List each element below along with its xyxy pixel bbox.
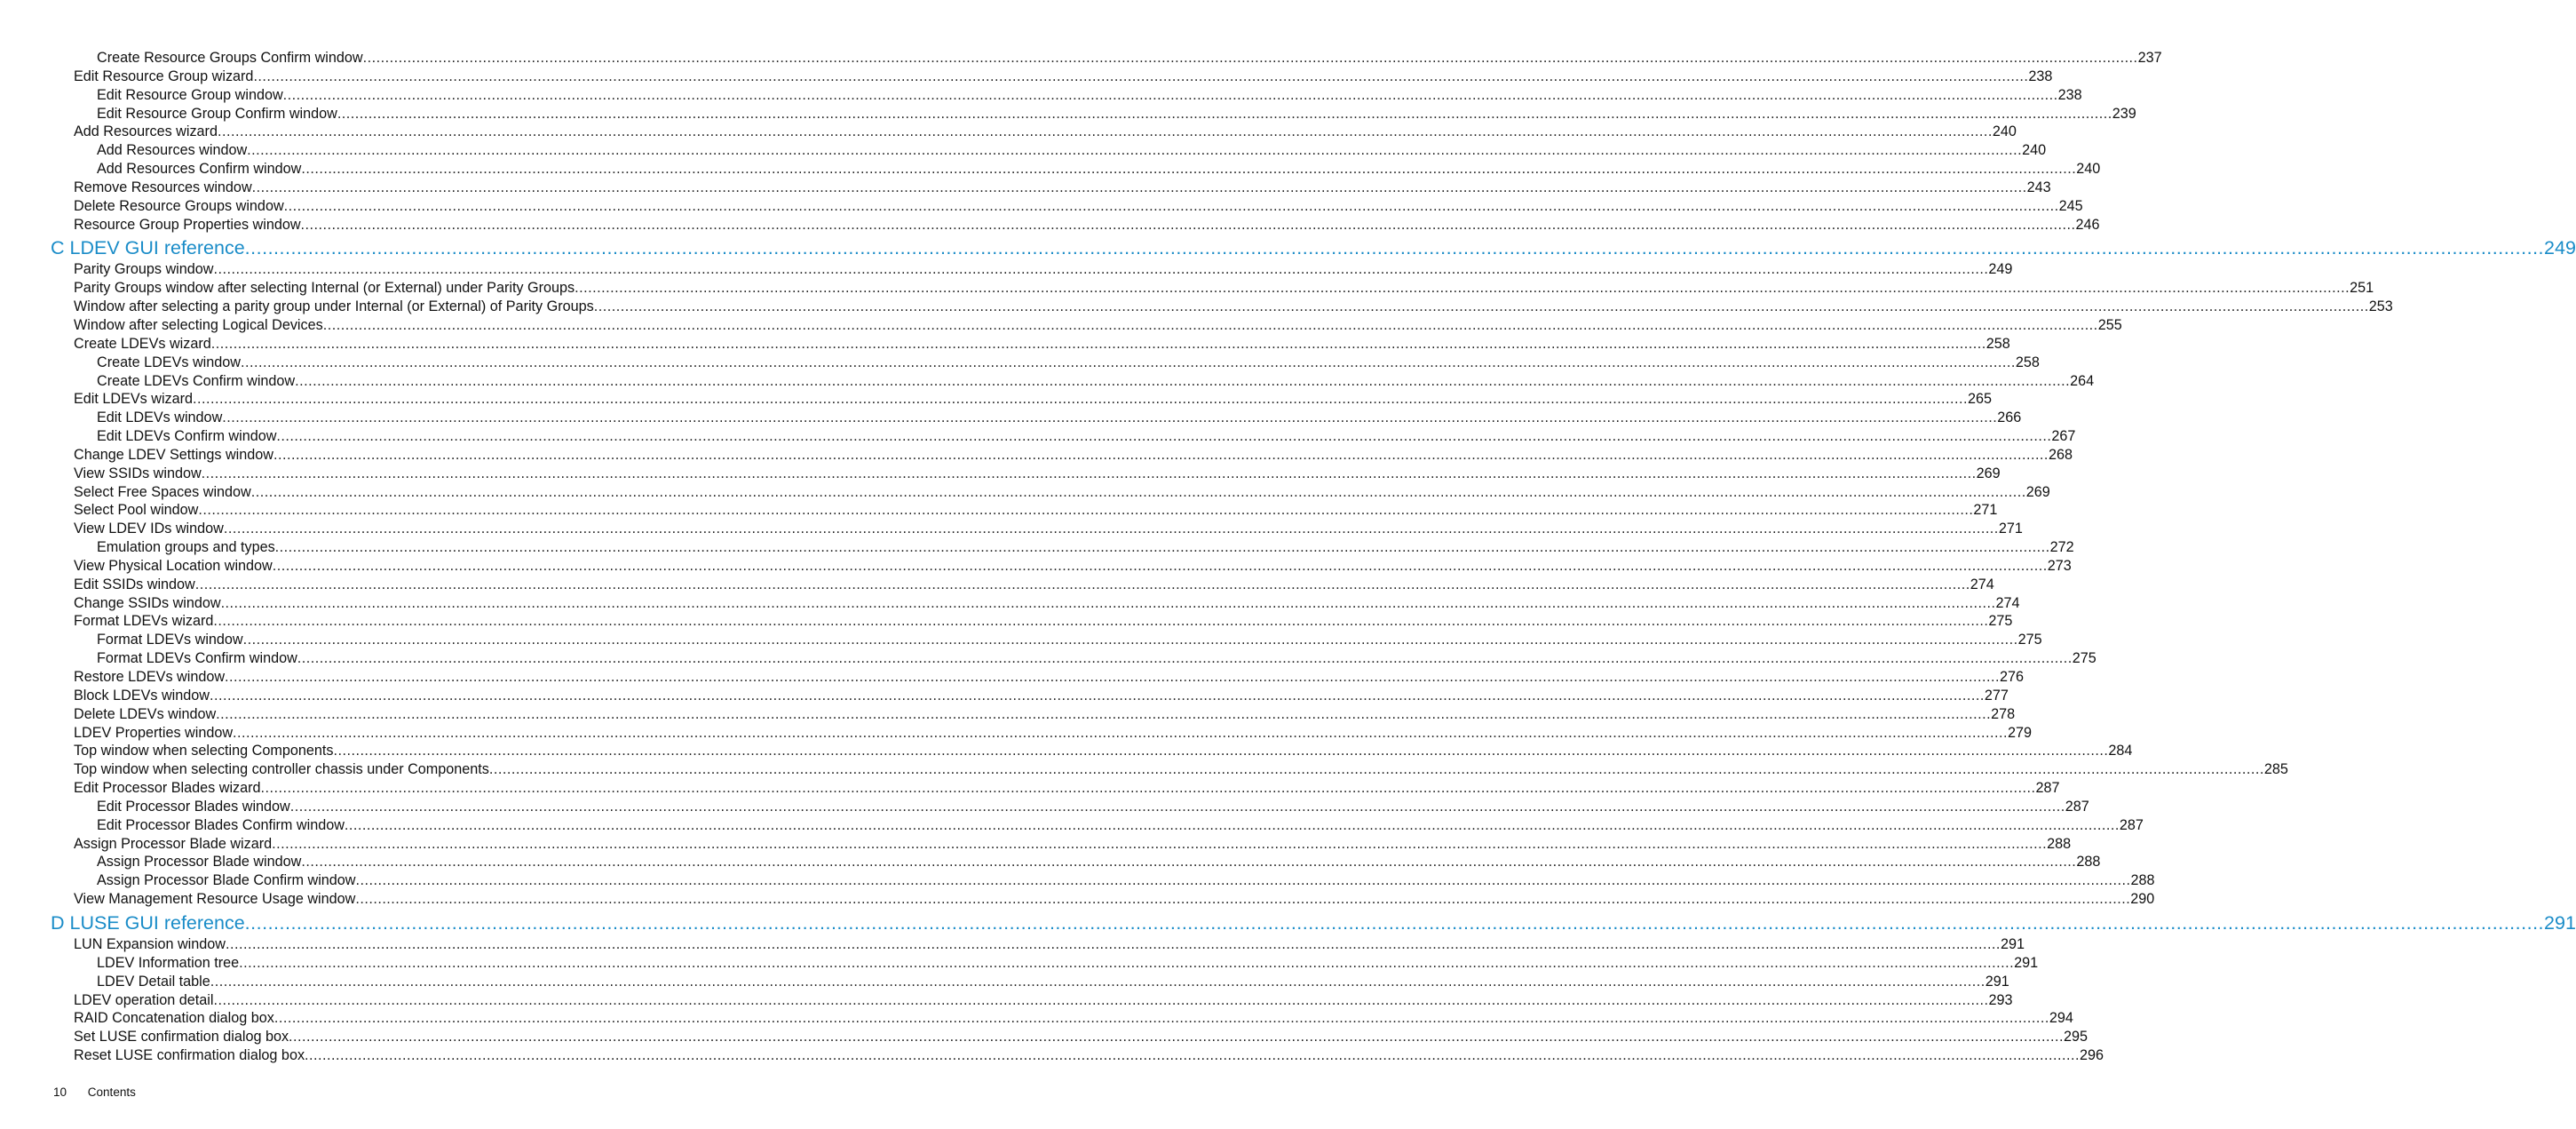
toc-entry-title: Assign Processor Blade wizard <box>74 835 273 852</box>
dot-leader: ................................................................................................................................................................................................................................................................................................................................................................................................................ <box>300 216 2076 233</box>
toc-entry-title: Restore LDEVs window <box>74 669 226 685</box>
toc-entry-title: View LDEV IDs window <box>74 521 224 537</box>
dot-leader: ................................................................................................................................................................................................................................................................................................................................................................................................................ <box>575 280 2350 297</box>
toc-entry-title: Change LDEV Settings window <box>74 446 273 463</box>
toc-entry-link[interactable] <box>74 687 2009 705</box>
dot-leader: ................................................................................................................................................................................................................................................................................................................................................................................................................ <box>362 50 2138 66</box>
toc-entry-title: View SSIDs window <box>74 465 202 481</box>
toc-entry-title: LUN Expansion window <box>74 935 226 952</box>
toc-entry-link[interactable] <box>97 649 2096 668</box>
toc-entry-page-number: 246 <box>2075 216 2100 233</box>
toc-entry-page-number: 288 <box>2130 872 2155 889</box>
dot-leader: ................................................................................................................................................................................................................................................................................................................................................................................................................ <box>355 872 2131 889</box>
dot-leader: ................................................................................................................................................................................................................................................................................................................................................................................................................ <box>251 179 2027 195</box>
toc-entry-page-number: 240 <box>2076 161 2101 178</box>
dot-leader: ................................................................................................................................................................................................................................................................................................................................................................................................................ <box>240 354 2016 370</box>
toc-entry-link[interactable] <box>74 935 2025 954</box>
toc-entry-link[interactable] <box>74 197 2083 216</box>
dot-leader: ................................................................................................................................................................................................................................................................................................................................................................................................................ <box>276 428 2052 445</box>
dot-leader: ................................................................................................................................................................................................................................................................................................................................................................................................................ <box>274 539 2050 556</box>
toc-entry-link[interactable] <box>74 1009 2073 1028</box>
toc-entry-link[interactable] <box>97 372 2095 391</box>
toc-entry-title: Remove Resources window <box>74 179 252 195</box>
dot-leader: ................................................................................................................................................................................................................................................................................................................................................................................................................ <box>273 446 2049 463</box>
toc-entry-title: C LDEV GUI reference <box>51 237 245 259</box>
dot-leader: ................................................................................................................................................................................................................................................................................................................................................................................................................ <box>273 1010 2049 1027</box>
toc-entry-link[interactable] <box>97 354 2040 372</box>
toc-entry-page-number: 296 <box>2080 1047 2104 1064</box>
dot-leader: ................................................................................................................................................................................................................................................................................................................................................................................................................ <box>272 835 2048 852</box>
toc-entry-page-number: 285 <box>2263 761 2288 778</box>
toc-entry-link[interactable] <box>74 1028 2089 1046</box>
dot-leader: ................................................................................................................................................................................................................................................................................................................................................................................................................ <box>297 650 2073 667</box>
toc-entry-page-number: 271 <box>1998 521 2023 537</box>
toc-entry-title: Edit Resource Group window <box>97 86 283 103</box>
toc-entry-title: LDEV Information tree <box>97 954 240 971</box>
dot-leader: ................................................................................................................................................................................................................................................................................................................................................................................................................ <box>225 935 2001 952</box>
toc-entry-page-number: 243 <box>2026 179 2051 195</box>
dot-leader: ................................................................................................................................................................................................................................................................................................................................................................................................................ <box>305 1047 2081 1064</box>
toc-entry-title: Edit LDEVs wizard <box>74 391 194 408</box>
toc-entry-link[interactable] <box>74 724 2033 743</box>
dot-leader: ................................................................................................................................................................................................................................................................................................................................................................................................................ <box>283 197 2059 214</box>
toc-entry-link[interactable] <box>97 49 2162 68</box>
toc-entry-page-number: 265 <box>1968 391 1993 408</box>
toc-entry-title: Window after selecting Logical Devices <box>74 316 323 333</box>
toc-entry-link[interactable] <box>74 335 2010 354</box>
toc-entry-page-number: 291 <box>2544 911 2576 934</box>
dot-leader: ................................................................................................................................................................................................................................................................................................................................................................................................................ <box>210 973 1986 990</box>
toc-entry-link[interactable] <box>74 298 2393 316</box>
toc-entry-link[interactable] <box>74 465 2001 483</box>
toc-entry-title: Select Pool window <box>74 502 199 519</box>
toc-entry-link[interactable] <box>74 779 2060 798</box>
toc-entry-title: View Management Resource Usage window <box>74 891 356 908</box>
toc-entry-link[interactable] <box>97 427 2076 446</box>
toc-entry-page-number: 295 <box>2064 1029 2089 1046</box>
toc-entry-title: Top window when selecting controller chassis under Components <box>74 761 489 778</box>
toc-entry-link[interactable] <box>74 835 2072 854</box>
chapter-heading-link[interactable] <box>51 910 2576 936</box>
toc-entry-page-number: 258 <box>2015 354 2040 370</box>
toc-entry-page-number: 264 <box>2070 372 2095 389</box>
dot-leader: ................................................................................................................................................................................................................................................................................................................................................................................................................ <box>217 123 1993 140</box>
table-of-contents <box>0 49 2576 1065</box>
toc-entry-page-number: 291 <box>1985 973 2009 990</box>
toc-entry-title: Add Resources wizard <box>74 123 218 140</box>
dot-leader: ................................................................................................................................................................................................................................................................................................................................................................................................................ <box>193 391 1969 408</box>
toc-entry-link[interactable] <box>74 742 2133 760</box>
dot-leader: ................................................................................................................................................................................................................................................................................................................................................................................................................ <box>198 502 1974 519</box>
toc-entry-link[interactable] <box>74 1046 2104 1065</box>
toc-entry-title: Assign Processor Blade window <box>97 854 302 871</box>
toc-entry-page-number: 275 <box>1988 613 2013 630</box>
toc-entry-page-number: 293 <box>1988 991 2013 1008</box>
toc-entry-page-number: 288 <box>2076 854 2101 871</box>
toc-entry-page-number: 251 <box>2350 280 2374 297</box>
toc-entry-page-number: 249 <box>2544 237 2576 259</box>
toc-entry-title: Parity Groups window after selecting Internal (or External) under Parity Groups <box>74 280 575 297</box>
footer-section-title: Contents <box>87 1085 136 1099</box>
toc-entry-page-number: 284 <box>2108 743 2133 759</box>
toc-entry-link[interactable] <box>74 760 2288 779</box>
dot-leader: ................................................................................................................................................................................................................................................................................................................................................................................................................ <box>239 954 2015 971</box>
dot-leader: ................................................................................................................................................................................................................................................................................................................................................................................................................ <box>225 669 2001 685</box>
toc-entry-title: LDEV Properties window <box>74 724 234 741</box>
toc-entry-page-number: 275 <box>2072 650 2096 667</box>
toc-entry-page-number: 278 <box>1991 705 2016 722</box>
dot-leader: ................................................................................................................................................................................................................................................................................................................................................................................................................ <box>322 316 2098 333</box>
toc-entry-link[interactable] <box>74 501 1998 520</box>
toc-entry-title: Set LUSE confirmation dialog box <box>74 1029 289 1046</box>
toc-entry-link[interactable] <box>74 390 1993 409</box>
dot-leader: ................................................................................................................................................................................................................................................................................................................................................................................................................ <box>223 521 1999 537</box>
dot-leader: ................................................................................................................................................................................................................................................................................................................................................................................................................ <box>244 237 2545 259</box>
dot-leader: ................................................................................................................................................................................................................................................................................................................................................................................................................ <box>220 594 1996 611</box>
toc-entry-title: Assign Processor Blade Confirm window <box>97 872 356 889</box>
toc-entry-page-number: 274 <box>1970 576 1994 592</box>
dot-leader: ................................................................................................................................................................................................................................................................................................................................................................................................................ <box>289 798 2065 815</box>
toc-entry-link[interactable] <box>74 446 2073 465</box>
toc-entry-link[interactable] <box>74 179 2051 197</box>
dot-leader: ................................................................................................................................................................................................................................................................................................................................................................................................................ <box>201 465 1977 481</box>
toc-entry-link[interactable] <box>97 141 2047 160</box>
toc-entry-page-number: 276 <box>2000 669 2025 685</box>
dot-leader: ................................................................................................................................................................................................................................................................................................................................................................................................................ <box>253 68 2029 84</box>
toc-entry-title: Emulation groups and types <box>97 539 275 556</box>
toc-entry-page-number: 272 <box>2049 539 2074 556</box>
dot-leader: ................................................................................................................................................................................................................................................................................................................................................................................................................ <box>260 780 2036 797</box>
toc-entry-title: Format LDEVs window <box>97 632 243 648</box>
chapter-heading-link[interactable] <box>51 235 2576 261</box>
dot-leader: ................................................................................................................................................................................................................................................................................................................................................................................................................ <box>337 105 2112 122</box>
toc-entry-title: LDEV Detail table <box>97 973 210 990</box>
toc-entry-page-number: 238 <box>2028 68 2053 84</box>
toc-entry-title: Create LDEVs wizard <box>74 335 211 352</box>
toc-entry-link[interactable] <box>74 576 1994 594</box>
dot-leader: ................................................................................................................................................................................................................................................................................................................................................................................................................ <box>233 724 2009 741</box>
toc-entry-title: Create LDEVs window <box>97 354 241 370</box>
toc-entry-page-number: 271 <box>1973 502 1998 519</box>
toc-entry-title: Create Resource Groups Confirm window <box>97 50 363 66</box>
toc-entry-link[interactable] <box>74 668 2025 687</box>
dot-leader: ................................................................................................................................................................................................................................................................................................................................................................................................................ <box>250 483 2026 500</box>
toc-entry-title: Format LDEVs wizard <box>74 613 214 630</box>
page-footer <box>53 1085 136 1099</box>
toc-entry-page-number: 287 <box>2119 816 2144 833</box>
toc-entry-link[interactable] <box>74 991 2013 1010</box>
toc-entry-title: Edit SSIDs window <box>74 576 195 592</box>
toc-entry-title: Delete Resource Groups window <box>74 197 284 214</box>
toc-entry-link[interactable] <box>97 871 2155 890</box>
toc-entry-link[interactable] <box>97 798 2089 816</box>
dot-leader: ................................................................................................................................................................................................................................................................................................................................................................................................................ <box>301 161 2077 178</box>
dot-leader: ................................................................................................................................................................................................................................................................................................................................................................................................................ <box>593 298 2369 315</box>
toc-entry-title: Add Resources window <box>97 142 248 159</box>
toc-entry-link[interactable] <box>74 594 2020 613</box>
toc-entry-page-number: 290 <box>2130 891 2155 908</box>
toc-entry-page-number: 275 <box>2017 632 2042 648</box>
toc-entry-title: Edit Resource Group wizard <box>74 68 254 84</box>
dot-leader: ................................................................................................................................................................................................................................................................................................................................................................................................................ <box>213 613 1989 630</box>
footer-page-number: 10 <box>53 1085 67 1099</box>
toc-entry-title: Select Free Spaces window <box>74 483 251 500</box>
toc-entry-title: Block LDEVs window <box>74 687 210 704</box>
dot-leader: ................................................................................................................................................................................................................................................................................................................................................................................................................ <box>295 372 2071 389</box>
toc-entry-link[interactable] <box>97 853 2101 871</box>
toc-entry-page-number: 291 <box>2000 935 2025 952</box>
toc-entry-link[interactable] <box>97 631 2042 649</box>
dot-leader: ................................................................................................................................................................................................................................................................................................................................................................................................................ <box>282 86 2058 103</box>
toc-entry-title: Edit Resource Group Confirm window <box>97 105 337 122</box>
toc-entry-link[interactable] <box>74 557 2072 576</box>
toc-entry-page-number: 277 <box>1984 687 2009 704</box>
toc-entry-page-number: 268 <box>2048 446 2073 463</box>
toc-entry-title: Delete LDEVs window <box>74 705 217 722</box>
toc-entry-title: Edit Processor Blades Confirm window <box>97 816 345 833</box>
dot-leader: ................................................................................................................................................................................................................................................................................................................................................................................................................ <box>333 743 2109 759</box>
toc-entry-title: Change SSIDs window <box>74 594 221 611</box>
toc-entry-title: Add Resources Confirm window <box>97 161 302 178</box>
toc-entry-title: D LUSE GUI reference <box>51 911 245 934</box>
toc-entry-title: Top window when selecting Components <box>74 743 334 759</box>
toc-entry-link[interactable] <box>74 68 2053 86</box>
toc-entry-page-number: 269 <box>1976 465 2001 481</box>
toc-entry-title: Format LDEVs Confirm window <box>97 650 297 667</box>
toc-entry-page-number: 239 <box>2112 105 2136 122</box>
toc-entry-title: Edit LDEVs Confirm window <box>97 428 277 445</box>
toc-entry-page-number: 253 <box>2368 298 2393 315</box>
toc-entry-link[interactable] <box>74 612 2013 631</box>
dot-leader: ................................................................................................................................................................................................................................................................................................................................................................................................................ <box>213 261 1989 278</box>
toc-entry-link[interactable] <box>97 816 2144 835</box>
toc-entry-link[interactable] <box>74 216 2100 235</box>
dot-leader: ................................................................................................................................................................................................................................................................................................................................................................................................................ <box>210 335 1986 352</box>
toc-entry-title: Edit Processor Blades wizard <box>74 780 261 797</box>
toc-entry-page-number: 237 <box>2137 50 2162 66</box>
toc-entry-title: Create LDEVs Confirm window <box>97 372 296 389</box>
toc-entry-link[interactable] <box>74 316 2122 335</box>
toc-entry-link[interactable] <box>74 279 2374 298</box>
dot-leader: ................................................................................................................................................................................................................................................................................................................................................................................................................ <box>242 632 2018 648</box>
toc-entry-page-number: 274 <box>1995 594 2020 611</box>
toc-entry-page-number: 291 <box>2014 954 2039 971</box>
toc-entry-page-number: 238 <box>2057 86 2082 103</box>
dot-leader: ................................................................................................................................................................................................................................................................................................................................................................................................................ <box>289 1029 2065 1046</box>
toc-entry-page-number: 266 <box>1997 409 2022 426</box>
dot-leader: ................................................................................................................................................................................................................................................................................................................................................................................................................ <box>213 991 1989 1008</box>
toc-entry-page-number: 287 <box>2035 780 2060 797</box>
toc-entry-title: RAID Concatenation dialog box <box>74 1010 274 1027</box>
toc-entry-page-number: 294 <box>2049 1010 2073 1027</box>
toc-entry-page-number: 249 <box>1988 261 2013 278</box>
toc-entry-link[interactable] <box>97 160 2101 179</box>
dot-leader: ................................................................................................................................................................................................................................................................................................................................................................................................................ <box>488 761 2264 778</box>
dot-leader: ................................................................................................................................................................................................................................................................................................................................................................................................................ <box>301 854 2077 871</box>
toc-entry-title: LDEV operation detail <box>74 991 214 1008</box>
dot-leader: ................................................................................................................................................................................................................................................................................................................................................................................................................ <box>209 687 1985 704</box>
toc-entry-page-number: 255 <box>2097 316 2122 333</box>
toc-entry-page-number: 267 <box>2051 428 2076 445</box>
toc-entry-link[interactable] <box>97 538 2074 557</box>
toc-entry-link[interactable] <box>74 705 2016 724</box>
toc-entry-title: Parity Groups window <box>74 261 214 278</box>
toc-entry-link[interactable] <box>97 409 2022 427</box>
toc-entry-link[interactable] <box>74 483 2050 502</box>
toc-entry-link[interactable] <box>97 105 2136 123</box>
toc-entry-page-number: 245 <box>2058 197 2083 214</box>
dot-leader: ................................................................................................................................................................................................................................................................................................................................................................................................................ <box>344 816 2120 833</box>
toc-entry-link[interactable] <box>97 954 2039 973</box>
dot-leader: ................................................................................................................................................................................................................................................................................................................................................................................................................ <box>216 705 1992 722</box>
dot-leader: ................................................................................................................................................................................................................................................................................................................................................................................................................ <box>247 142 2023 159</box>
toc-entry-page-number: 258 <box>1986 335 2010 352</box>
toc-entry-link[interactable] <box>97 973 2009 991</box>
dot-leader: ................................................................................................................................................................................................................................................................................................................................................................................................................ <box>194 576 1970 592</box>
toc-entry-link[interactable] <box>74 890 2155 909</box>
dot-leader: ................................................................................................................................................................................................................................................................................................................................................................................................................ <box>272 557 2048 574</box>
dot-leader: ................................................................................................................................................................................................................................................................................................................................................................................................................ <box>355 891 2131 908</box>
toc-entry-link[interactable] <box>74 520 2023 538</box>
toc-entry-page-number: 279 <box>2008 724 2033 741</box>
toc-entry-link[interactable] <box>97 86 2082 105</box>
toc-entry-page-number: 288 <box>2047 835 2072 852</box>
toc-entry-title: Window after selecting a parity group under Internal (or External) of Parity Groups <box>74 298 594 315</box>
toc-entry-title: Reset LUSE confirmation dialog box <box>74 1047 305 1064</box>
toc-entry-title: Edit Processor Blades window <box>97 798 290 815</box>
dot-leader: ................................................................................................................................................................................................................................................................................................................................................................................................................ <box>222 409 1998 426</box>
toc-entry-title: Resource Group Properties window <box>74 216 301 233</box>
toc-entry-title: View Physical Location window <box>74 557 273 574</box>
toc-entry-title: Edit LDEVs window <box>97 409 223 426</box>
toc-entry-page-number: 240 <box>2022 142 2047 159</box>
toc-entry-page-number: 287 <box>2065 798 2089 815</box>
toc-entry-page-number: 269 <box>2025 483 2050 500</box>
dot-leader: ................................................................................................................................................................................................................................................................................................................................................................................................................ <box>244 911 2545 934</box>
toc-entry-page-number: 273 <box>2047 557 2072 574</box>
toc-entry-link[interactable] <box>74 260 2013 279</box>
toc-entry-page-number: 240 <box>1992 123 2017 140</box>
toc-entry-link[interactable] <box>74 123 2017 141</box>
